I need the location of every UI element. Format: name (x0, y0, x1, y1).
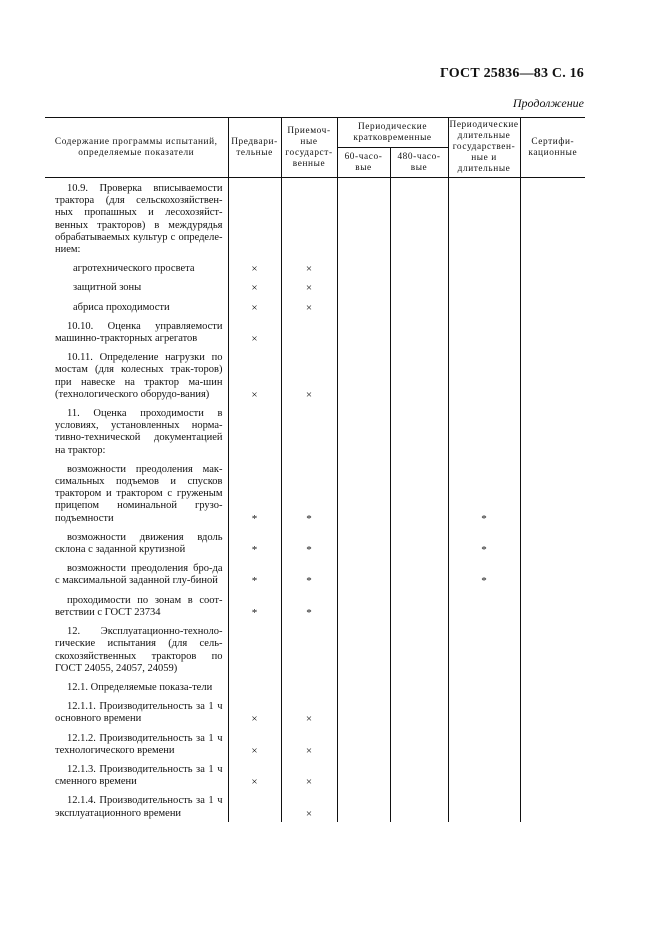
mark-acceptance: * (281, 527, 337, 558)
row-description: проходимости по зонам в соот-ветствии с ГОСТ 23734 (45, 590, 228, 621)
mark-preliminary (228, 178, 281, 259)
row-description: возможности преодоления бро-да с максимальной заданной глу-биной (45, 558, 228, 589)
mark-acceptance: × (281, 277, 337, 296)
mark-certification (520, 277, 585, 296)
mark-periodic-long (448, 790, 520, 821)
mark-h480 (390, 316, 448, 347)
mark-certification (520, 347, 585, 403)
mark-h60 (337, 258, 390, 277)
mark-periodic-long (448, 728, 520, 759)
row-description: возможности преодоления мак-симальных подъемов и спусков трактором и трактором с груженым прицепом номинальной грузо-подъемности (45, 459, 228, 527)
mark-h60 (337, 790, 390, 821)
mark-preliminary: × (228, 347, 281, 403)
mark-h60 (337, 297, 390, 316)
mark-h480 (390, 277, 448, 296)
mark-h60 (337, 558, 390, 589)
mark-certification (520, 178, 585, 259)
mark-acceptance: × (281, 258, 337, 277)
row-description: 11. Оценка проходимости в условиях, установленных норма-тивно-технической документацией на трактор: (45, 403, 228, 459)
mark-certification (520, 459, 585, 527)
table-row (45, 178, 585, 259)
mark-preliminary: × (228, 297, 281, 316)
mark-preliminary (228, 677, 281, 696)
mark-acceptance: × (281, 297, 337, 316)
mark-preliminary: × (228, 258, 281, 277)
mark-certification (520, 759, 585, 790)
mark-certification (520, 590, 585, 621)
mark-h480 (390, 258, 448, 277)
mark-periodic-long (448, 621, 520, 677)
table-row (45, 527, 585, 558)
header-periodic-long: Периодические длительные государствен-ные и длительные (448, 118, 520, 178)
mark-periodic-long (448, 590, 520, 621)
mark-acceptance: × (281, 759, 337, 790)
mark-acceptance (281, 677, 337, 696)
mark-certification (520, 790, 585, 821)
tests-table-container (45, 117, 585, 822)
mark-acceptance (281, 403, 337, 459)
mark-preliminary: * (228, 558, 281, 589)
header-acceptance: Приемоч-ные государст-венные (281, 118, 337, 178)
mark-certification (520, 558, 585, 589)
mark-preliminary (228, 403, 281, 459)
row-description: 12.1.4. Производительность за 1 ч эксплуатационного времени (45, 790, 228, 821)
mark-h60 (337, 316, 390, 347)
mark-acceptance: × (281, 790, 337, 821)
table-row (45, 790, 585, 821)
mark-h480 (390, 178, 448, 259)
mark-preliminary: * (228, 527, 281, 558)
table-body (45, 178, 585, 822)
mark-acceptance (281, 316, 337, 347)
mark-h60 (337, 677, 390, 696)
mark-periodic-long (448, 277, 520, 296)
mark-periodic-long (448, 178, 520, 259)
table-row (45, 759, 585, 790)
mark-preliminary: × (228, 728, 281, 759)
mark-h480 (390, 677, 448, 696)
mark-preliminary: * (228, 590, 281, 621)
row-description: 12.1.1. Производительность за 1 ч основного времени (45, 696, 228, 727)
row-description: абриса проходимости (45, 297, 228, 316)
mark-preliminary: × (228, 696, 281, 727)
mark-h60 (337, 347, 390, 403)
mark-h60 (337, 527, 390, 558)
mark-periodic-long (448, 316, 520, 347)
row-description: 10.10. Оценка управляемости машинно-тракторных агрегатов (45, 316, 228, 347)
mark-h480 (390, 696, 448, 727)
mark-h60 (337, 728, 390, 759)
table-row (45, 590, 585, 621)
mark-acceptance: * (281, 459, 337, 527)
table-row (45, 621, 585, 677)
mark-acceptance: * (281, 558, 337, 589)
mark-h480 (390, 759, 448, 790)
mark-h480 (390, 347, 448, 403)
table-header (45, 118, 585, 178)
mark-periodic-long: * (448, 527, 520, 558)
mark-periodic-long (448, 696, 520, 727)
mark-certification (520, 621, 585, 677)
mark-h60 (337, 621, 390, 677)
header-certification: Сертифи-кационные (520, 118, 585, 178)
row-description: 10.11. Определение нагрузки по мостам (для колесных трак-торов) при навеске на трактор ма-шин (технологического оборудо-вания) (45, 347, 228, 403)
mark-certification (520, 527, 585, 558)
table-row (45, 316, 585, 347)
mark-periodic-long (448, 403, 520, 459)
mark-certification (520, 696, 585, 727)
header-480h: 480-часо-вые (390, 148, 448, 178)
table-row (45, 277, 585, 296)
table-row (45, 459, 585, 527)
mark-periodic-long (448, 347, 520, 403)
mark-preliminary: × (228, 316, 281, 347)
page-header: ГОСТ 25836—83 С. 16 (440, 66, 584, 81)
row-description: возможности движения вдоль склона с заданной крутизной (45, 527, 228, 558)
table-row (45, 677, 585, 696)
mark-certification (520, 258, 585, 277)
row-description: 12. Эксплуатационно-техноло-гические испытания (для сель-скохозяйственных тракторов по ГОСТ 24055, 24057, 24059) (45, 621, 228, 677)
mark-periodic-long (448, 759, 520, 790)
header-60h: 60-часо-вые (337, 148, 390, 178)
mark-preliminary: × (228, 277, 281, 296)
mark-preliminary (228, 790, 281, 821)
mark-acceptance: × (281, 696, 337, 727)
mark-acceptance (281, 621, 337, 677)
tests-table (45, 117, 585, 822)
row-description: 12.1.3. Производительность за 1 ч сменного времени (45, 759, 228, 790)
mark-h60 (337, 590, 390, 621)
mark-preliminary: × (228, 759, 281, 790)
mark-h60 (337, 459, 390, 527)
mark-periodic-long (448, 297, 520, 316)
mark-h60 (337, 696, 390, 727)
mark-h480 (390, 558, 448, 589)
mark-h480 (390, 621, 448, 677)
header-content: Содержание программы испытаний, определяемые показатели (45, 118, 228, 178)
row-description: 12.1. Определяемые показа-тели (45, 677, 228, 696)
mark-periodic-long: * (448, 558, 520, 589)
mark-h480 (390, 403, 448, 459)
mark-periodic-long (448, 677, 520, 696)
mark-h480 (390, 459, 448, 527)
mark-h480 (390, 590, 448, 621)
mark-acceptance (281, 178, 337, 259)
mark-certification (520, 677, 585, 696)
mark-periodic-long (448, 258, 520, 277)
table-row (45, 558, 585, 589)
table-row (45, 403, 585, 459)
mark-certification (520, 316, 585, 347)
table-row (45, 728, 585, 759)
mark-certification (520, 297, 585, 316)
mark-certification (520, 728, 585, 759)
mark-h60 (337, 178, 390, 259)
row-description: 12.1.2. Производительность за 1 ч технологического времени (45, 728, 228, 759)
continuation-label: Продолжение (512, 96, 584, 110)
mark-acceptance: × (281, 347, 337, 403)
mark-h480 (390, 728, 448, 759)
header-preliminary: Предвари-тельные (228, 118, 281, 178)
header-periodic-short: Периодические кратковременные (337, 118, 448, 148)
table-row (45, 258, 585, 277)
mark-periodic-long: * (448, 459, 520, 527)
mark-h60 (337, 403, 390, 459)
table-row (45, 696, 585, 727)
mark-h480 (390, 297, 448, 316)
mark-acceptance: * (281, 590, 337, 621)
row-description: защитной зоны (45, 277, 228, 296)
mark-acceptance: × (281, 728, 337, 759)
mark-preliminary: * (228, 459, 281, 527)
mark-h60 (337, 759, 390, 790)
row-description: 10.9. Проверка вписываемости трактора (для сельскохозяйствен-ных пропашных и лесохозяйст-венных тракторов) в междурядья обрабатываемых культур с определе-нием: (45, 178, 228, 259)
table-row (45, 347, 585, 403)
mark-preliminary (228, 621, 281, 677)
row-description: агротехнического просвета (45, 258, 228, 277)
table-row (45, 297, 585, 316)
mark-h480 (390, 790, 448, 821)
mark-h480 (390, 527, 448, 558)
mark-h60 (337, 277, 390, 296)
mark-certification (520, 403, 585, 459)
